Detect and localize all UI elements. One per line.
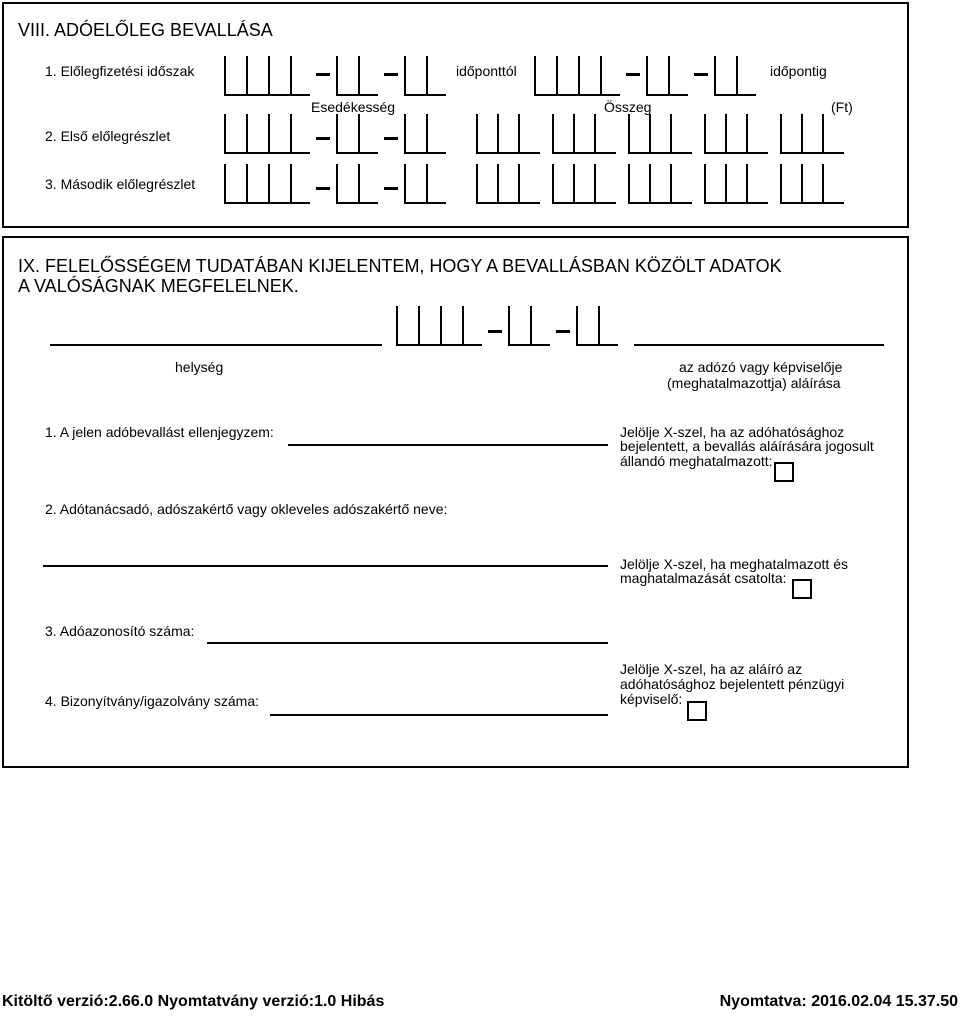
signature-day-field[interactable] — [576, 306, 618, 346]
second-installment-label: 3. Második előlegrészlet — [45, 176, 196, 192]
permanent-representative-checkbox[interactable] — [774, 462, 794, 482]
second-amount-field[interactable] — [628, 164, 692, 204]
signature-year-field[interactable] — [396, 306, 482, 346]
certificate-number-line[interactable] — [270, 714, 608, 716]
first-amount-field[interactable] — [780, 114, 844, 154]
period-to-year-field[interactable] — [534, 56, 620, 96]
signature-label-line2: (meghatalmazottja) aláírása — [667, 375, 841, 391]
first-due-month-field[interactable] — [336, 114, 378, 154]
footer-print-date: Nyomtatva: 2016.02.04 15.37.50 — [719, 993, 958, 1010]
check1-line1: Jelölje X-szel, ha az adóhatósághoz — [620, 424, 845, 440]
countersign-line[interactable] — [288, 444, 608, 446]
signature-line[interactable] — [634, 344, 884, 346]
currency-unit-header: (Ft) — [831, 99, 853, 115]
certificate-label: 4. Bizonyítvány/igazolvány száma: — [45, 693, 259, 709]
date-separator — [316, 187, 330, 190]
place-label: helység — [175, 359, 224, 375]
second-amount-field[interactable] — [780, 164, 844, 204]
period-from-day-field[interactable] — [404, 56, 446, 96]
due-date-header: Esedékesség — [311, 99, 396, 115]
signature-month-field[interactable] — [508, 306, 550, 346]
countersign-label: 1. A jelen adóbevallást ellenjegyzem: — [45, 424, 274, 440]
check3-line1: Jelölje X-szel, ha az aláíró az — [620, 661, 803, 677]
date-separator — [384, 137, 398, 140]
first-due-day-field[interactable] — [404, 114, 446, 154]
date-separator — [488, 330, 502, 333]
period-label: 1. Előlegfizetési időszak — [45, 63, 195, 79]
check3-line3: képviselő: — [620, 691, 683, 707]
check1-line2: bejelentett, a bevallás aláírására jogosult — [620, 438, 874, 454]
check2-line2: maghatalmazását csatolta: — [620, 570, 787, 586]
tax-id-label: 3. Adóazonosító száma: — [45, 623, 195, 639]
second-amount-field[interactable] — [704, 164, 768, 204]
date-separator — [384, 73, 398, 76]
advisor-label: 2. Adótanácsadó, adószakértő vagy okleveles adószakértő neve: — [45, 501, 448, 517]
second-amount-field[interactable] — [552, 164, 616, 204]
date-separator — [694, 73, 708, 76]
declaration-title-line2: A VALÓSÁGNAK MEGFELELNEK. — [18, 276, 299, 296]
period-to-month-field[interactable] — [646, 56, 688, 96]
footer-version-info: Kitöltő verzió:2.66.0 Nyomtatvány verzió:1.0 Hibás — [2, 993, 385, 1010]
date-separator — [316, 73, 330, 76]
financial-representative-checkbox[interactable] — [687, 701, 707, 721]
check1-line3: állandó meghatalmazott: — [620, 453, 773, 469]
period-from-year-field[interactable] — [224, 56, 310, 96]
first-installment-label: 2. Első előlegrészlet — [45, 128, 171, 144]
section-advance-title: VIII. ADÓELŐLEG BEVALLÁSA — [18, 20, 273, 40]
first-amount-field[interactable] — [704, 114, 768, 154]
signature-label-line1: az adózó vagy képviselője — [679, 359, 843, 375]
amount-header: Összeg — [604, 99, 652, 115]
first-amount-field[interactable] — [628, 114, 692, 154]
check3-line2: adóhatósághoz bejelentett pénzügyi — [620, 676, 845, 692]
declaration-title-line1: IX. FELELŐSSÉGEM TUDATÁBAN KIJELENTEM, HOGY A BEVALLÁSBAN KÖZÖLT ADATOK — [18, 256, 782, 276]
first-amount-field[interactable] — [476, 114, 540, 154]
from-label: időponttól — [456, 63, 517, 79]
second-due-month-field[interactable] — [336, 164, 378, 204]
date-separator — [316, 137, 330, 140]
check2-line1: Jelölje X-szel, ha meghatalmazott és — [620, 556, 848, 572]
date-separator — [626, 73, 640, 76]
advisor-name-line[interactable] — [43, 565, 608, 567]
tax-id-line[interactable] — [207, 642, 608, 644]
second-due-year-field[interactable] — [224, 164, 310, 204]
period-to-day-field[interactable] — [714, 56, 756, 96]
second-due-day-field[interactable] — [404, 164, 446, 204]
first-amount-field[interactable] — [552, 114, 616, 154]
period-from-month-field[interactable] — [336, 56, 378, 96]
date-separator — [384, 187, 398, 190]
to-label: időpontig — [770, 63, 827, 79]
second-amount-field[interactable] — [476, 164, 540, 204]
place-line[interactable] — [50, 344, 382, 346]
date-separator — [556, 330, 570, 333]
first-due-year-field[interactable] — [224, 114, 310, 154]
authorization-attached-checkbox[interactable] — [792, 579, 812, 599]
